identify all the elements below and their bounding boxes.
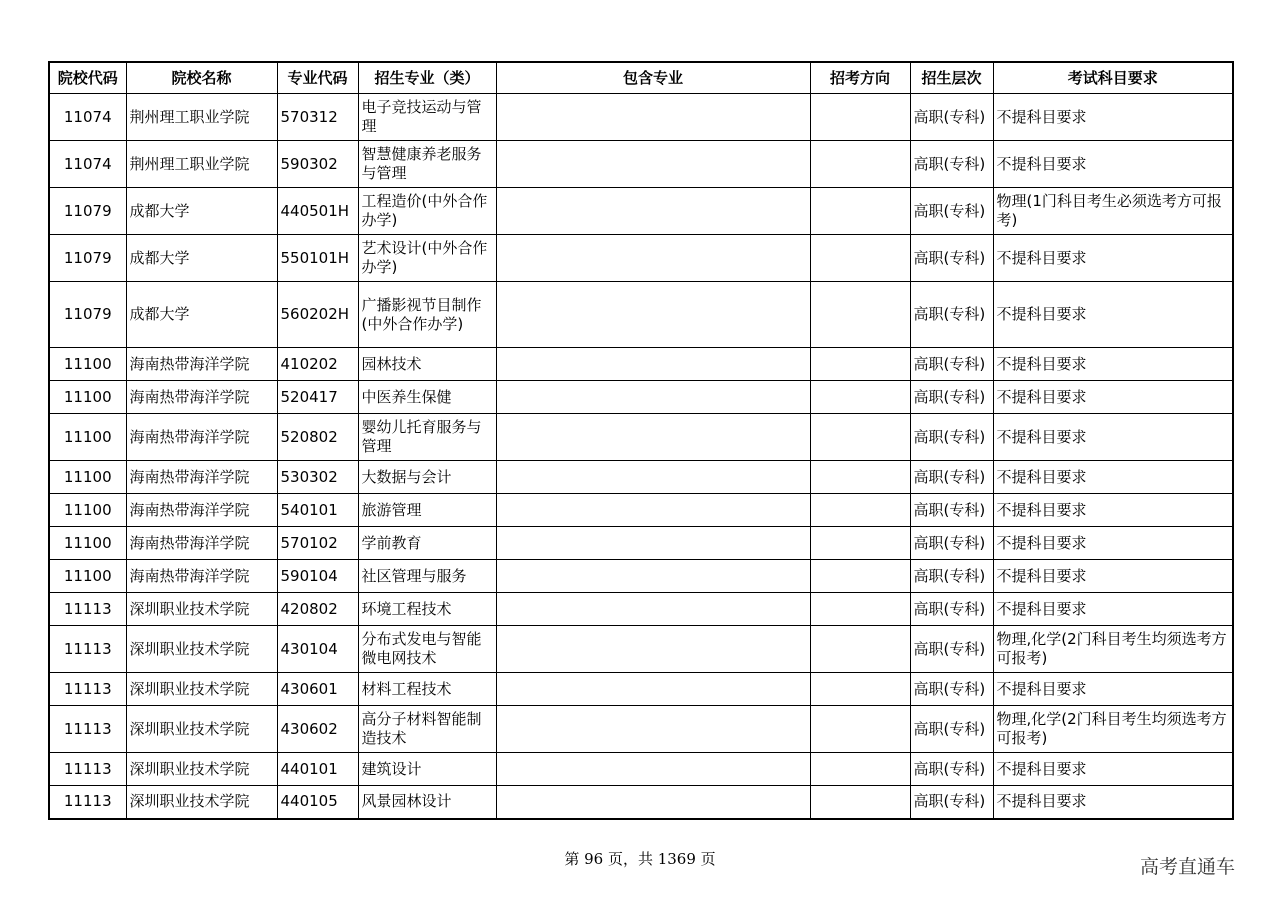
table-row [49, 753, 1233, 786]
cell-direction [810, 188, 910, 235]
cell-subject-requirement: 不提科目要求 [993, 593, 1233, 626]
cell-included-majors [496, 494, 810, 527]
cell-school-name: 荆州理工职业学院 [126, 94, 277, 141]
cell-direction [810, 461, 910, 494]
header-row [49, 62, 1233, 94]
table-row [49, 593, 1233, 626]
cell-level: 高职(专科) [910, 786, 993, 819]
cell-school-code: 11113 [49, 626, 126, 673]
cell-school-name: 深圳职业技术学院 [126, 673, 277, 706]
cell-major-code: 440501H [277, 188, 358, 235]
cell-included-majors [496, 141, 810, 188]
cell-major: 智慧健康养老服务与管理 [358, 141, 496, 188]
header-included-majors: 包含专业 [496, 62, 810, 94]
cell-school-name: 海南热带海洋学院 [126, 494, 277, 527]
table-row [49, 141, 1233, 188]
cell-school-name: 荆州理工职业学院 [126, 141, 277, 188]
cell-school-code: 11074 [49, 141, 126, 188]
cell-included-majors [496, 94, 810, 141]
cell-major-code: 570102 [277, 527, 358, 560]
header-school-name: 院校名称 [126, 62, 277, 94]
cell-level: 高职(专科) [910, 141, 993, 188]
cell-school-code: 11100 [49, 381, 126, 414]
cell-school-name: 深圳职业技术学院 [126, 753, 277, 786]
cell-major-code: 520417 [277, 381, 358, 414]
cell-school-code: 11079 [49, 188, 126, 235]
header-school-code: 院校代码 [49, 62, 126, 94]
table-row [49, 461, 1233, 494]
cell-school-code: 11113 [49, 673, 126, 706]
header-major: 招生专业（类） [358, 62, 496, 94]
cell-major: 材料工程技术 [358, 673, 496, 706]
cell-direction [810, 673, 910, 706]
header-level: 招生层次 [910, 62, 993, 94]
cell-included-majors [496, 786, 810, 819]
cell-level: 高职(专科) [910, 235, 993, 282]
cell-subject-requirement: 不提科目要求 [993, 141, 1233, 188]
cell-direction [810, 494, 910, 527]
table-row [49, 414, 1233, 461]
cell-major: 环境工程技术 [358, 593, 496, 626]
cell-major-code: 420802 [277, 593, 358, 626]
cell-major: 建筑设计 [358, 753, 496, 786]
cell-school-name: 海南热带海洋学院 [126, 381, 277, 414]
cell-school-code: 11100 [49, 527, 126, 560]
cell-included-majors [496, 461, 810, 494]
cell-school-name: 海南热带海洋学院 [126, 414, 277, 461]
cell-school-code: 11113 [49, 706, 126, 753]
cell-major: 艺术设计(中外合作办学) [358, 235, 496, 282]
cell-direction [810, 626, 910, 673]
cell-level: 高职(专科) [910, 461, 993, 494]
cell-school-code: 11079 [49, 235, 126, 282]
cell-included-majors [496, 626, 810, 673]
cell-direction [810, 706, 910, 753]
cell-direction [810, 348, 910, 381]
table-row [49, 560, 1233, 593]
table-row [49, 494, 1233, 527]
table-row [49, 527, 1233, 560]
cell-direction [810, 282, 910, 348]
cell-school-name: 深圳职业技术学院 [126, 626, 277, 673]
watermark-text: 高考直通车 [1140, 856, 1236, 878]
cell-school-name: 深圳职业技术学院 [126, 706, 277, 753]
cell-subject-requirement: 不提科目要求 [993, 348, 1233, 381]
cell-school-name: 成都大学 [126, 188, 277, 235]
cell-school-code: 11113 [49, 786, 126, 819]
cell-direction [810, 786, 910, 819]
table-row [49, 282, 1233, 348]
table-row [49, 235, 1233, 282]
cell-school-name: 深圳职业技术学院 [126, 593, 277, 626]
table-row [49, 673, 1233, 706]
cell-major-code: 440105 [277, 786, 358, 819]
table-row [49, 626, 1233, 673]
cell-level: 高职(专科) [910, 94, 993, 141]
cell-major: 广播影视节目制作(中外合作办学) [358, 282, 496, 348]
cell-school-name: 成都大学 [126, 235, 277, 282]
cell-included-majors [496, 381, 810, 414]
table-row [49, 706, 1233, 753]
cell-subject-requirement: 物理(1门科目考生必须选考方可报考) [993, 188, 1233, 235]
cell-school-code: 11100 [49, 461, 126, 494]
table-row [49, 94, 1233, 141]
admission-table [48, 61, 1234, 820]
cell-major-code: 440101 [277, 753, 358, 786]
cell-level: 高职(专科) [910, 560, 993, 593]
cell-included-majors [496, 282, 810, 348]
cell-major: 电子竞技运动与管理 [358, 94, 496, 141]
cell-school-code: 11079 [49, 282, 126, 348]
cell-subject-requirement: 不提科目要求 [993, 381, 1233, 414]
cell-subject-requirement: 不提科目要求 [993, 786, 1233, 819]
cell-level: 高职(专科) [910, 494, 993, 527]
cell-school-code: 11113 [49, 753, 126, 786]
cell-level: 高职(专科) [910, 348, 993, 381]
cell-level: 高职(专科) [910, 282, 993, 348]
cell-major-code: 430602 [277, 706, 358, 753]
cell-major-code: 430104 [277, 626, 358, 673]
cell-direction [810, 235, 910, 282]
header-major-code: 专业代码 [277, 62, 358, 94]
table-row [49, 786, 1233, 819]
cell-included-majors [496, 593, 810, 626]
cell-included-majors [496, 188, 810, 235]
cell-level: 高职(专科) [910, 593, 993, 626]
cell-direction [810, 753, 910, 786]
cell-major-code: 540101 [277, 494, 358, 527]
cell-school-code: 11100 [49, 414, 126, 461]
cell-included-majors [496, 560, 810, 593]
cell-major: 分布式发电与智能微电网技术 [358, 626, 496, 673]
cell-direction [810, 560, 910, 593]
cell-direction [810, 381, 910, 414]
cell-subject-requirement: 不提科目要求 [993, 461, 1233, 494]
cell-major: 婴幼儿托育服务与管理 [358, 414, 496, 461]
cell-major: 工程造价(中外合作办学) [358, 188, 496, 235]
cell-school-name: 深圳职业技术学院 [126, 786, 277, 819]
cell-major: 中医养生保健 [358, 381, 496, 414]
cell-included-majors [496, 414, 810, 461]
table-row [49, 381, 1233, 414]
cell-school-name: 海南热带海洋学院 [126, 560, 277, 593]
cell-direction [810, 94, 910, 141]
cell-major: 学前教育 [358, 527, 496, 560]
cell-major-code: 590104 [277, 560, 358, 593]
cell-level: 高职(专科) [910, 753, 993, 786]
cell-major: 高分子材料智能制造技术 [358, 706, 496, 753]
cell-school-name: 成都大学 [126, 282, 277, 348]
cell-school-name: 海南热带海洋学院 [126, 527, 277, 560]
cell-subject-requirement: 不提科目要求 [993, 673, 1233, 706]
cell-direction [810, 527, 910, 560]
cell-subject-requirement: 不提科目要求 [993, 235, 1233, 282]
cell-subject-requirement: 物理,化学(2门科目考生均须选考方可报考) [993, 706, 1233, 753]
cell-subject-requirement: 不提科目要求 [993, 753, 1233, 786]
cell-included-majors [496, 673, 810, 706]
cell-major-code: 550101H [277, 235, 358, 282]
cell-subject-requirement: 不提科目要求 [993, 282, 1233, 348]
cell-subject-requirement: 不提科目要求 [993, 527, 1233, 560]
cell-school-code: 11100 [49, 348, 126, 381]
cell-major-code: 520802 [277, 414, 358, 461]
cell-level: 高职(专科) [910, 706, 993, 753]
cell-level: 高职(专科) [910, 381, 993, 414]
cell-major-code: 430601 [277, 673, 358, 706]
cell-major: 风景园林设计 [358, 786, 496, 819]
cell-included-majors [496, 235, 810, 282]
cell-level: 高职(专科) [910, 414, 993, 461]
cell-school-code: 11100 [49, 560, 126, 593]
page-number: 第 96 页，共 1369 页 [564, 850, 716, 868]
cell-school-name: 海南热带海洋学院 [126, 348, 277, 381]
cell-direction [810, 414, 910, 461]
table-row [49, 188, 1233, 235]
cell-major: 社区管理与服务 [358, 560, 496, 593]
header-direction: 招考方向 [810, 62, 910, 94]
cell-school-code: 11100 [49, 494, 126, 527]
cell-major: 大数据与会计 [358, 461, 496, 494]
cell-major: 旅游管理 [358, 494, 496, 527]
cell-level: 高职(专科) [910, 188, 993, 235]
cell-level: 高职(专科) [910, 673, 993, 706]
cell-major-code: 570312 [277, 94, 358, 141]
cell-direction [810, 593, 910, 626]
cell-major: 园林技术 [358, 348, 496, 381]
cell-major-code: 560202H [277, 282, 358, 348]
cell-included-majors [496, 527, 810, 560]
cell-included-majors [496, 706, 810, 753]
cell-included-majors [496, 348, 810, 381]
cell-major-code: 530302 [277, 461, 358, 494]
header-subject-requirement: 考试科目要求 [993, 62, 1233, 94]
cell-subject-requirement: 物理,化学(2门科目考生均须选考方可报考) [993, 626, 1233, 673]
table-row [49, 348, 1233, 381]
cell-subject-requirement: 不提科目要求 [993, 94, 1233, 141]
cell-subject-requirement: 不提科目要求 [993, 414, 1233, 461]
cell-direction [810, 141, 910, 188]
cell-major-code: 590302 [277, 141, 358, 188]
cell-major-code: 410202 [277, 348, 358, 381]
cell-school-name: 海南热带海洋学院 [126, 461, 277, 494]
cell-included-majors [496, 753, 810, 786]
cell-subject-requirement: 不提科目要求 [993, 560, 1233, 593]
cell-level: 高职(专科) [910, 527, 993, 560]
cell-level: 高职(专科) [910, 626, 993, 673]
cell-school-code: 11074 [49, 94, 126, 141]
cell-school-code: 11113 [49, 593, 126, 626]
cell-subject-requirement: 不提科目要求 [993, 494, 1233, 527]
